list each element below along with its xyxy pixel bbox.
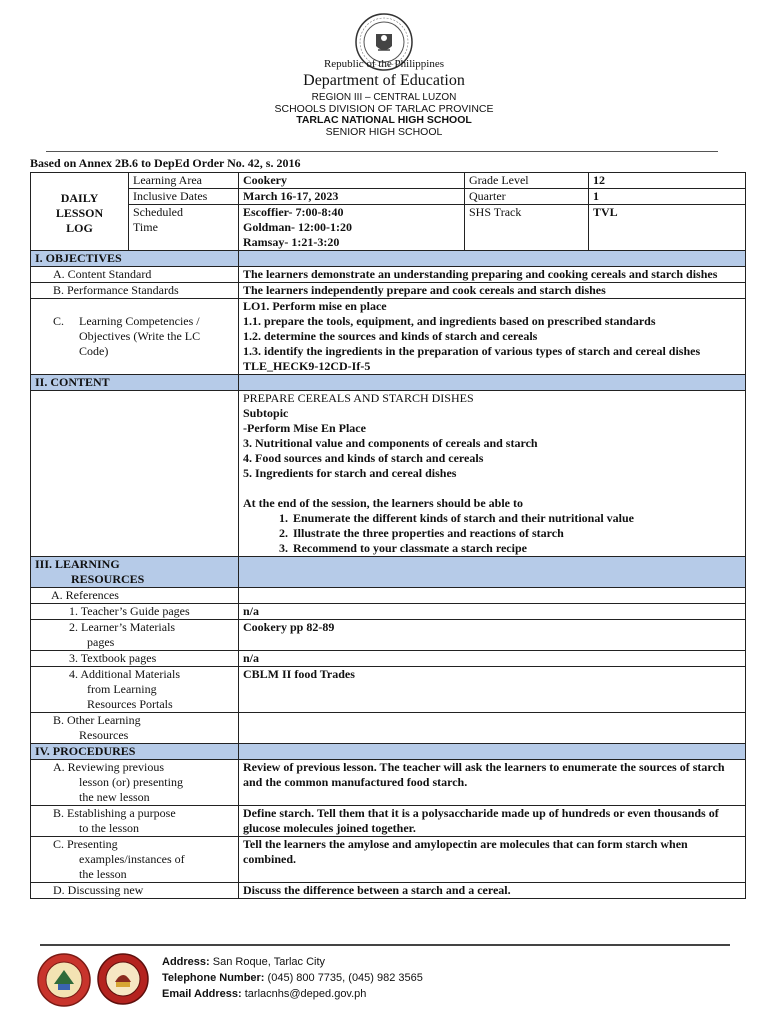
lc-label-letter: C. [53,314,65,328]
dates-value: March 16-17, 2023 [239,189,465,205]
additional-materials-label [31,667,239,713]
procedures-title: IV. PROCEDURES [31,744,239,760]
proc-label-line: to the lesson [79,821,139,835]
content-value [239,391,746,557]
proc-label-line: C. Presenting [53,837,118,851]
additional-materials-row [31,667,746,713]
textbook-row [31,651,746,667]
quarter-label: Quarter [465,189,589,205]
objectives-title: I. OBJECTIVES [31,251,239,267]
time-values [239,205,465,251]
teachers-guide-row [31,604,746,620]
lc-line: 1.2. determine the sources and kinds of starch and cereals [243,329,538,343]
content-line: -Perform Mise En Place [243,421,366,435]
lc-line: 1.1. prepare the tools, equipment, and ingredients based on prescribed standards [243,314,656,328]
school-name: TARLAC NATIONAL HIGH SCHOOL [296,114,472,126]
dates-label: Inclusive Dates [129,189,239,205]
learners-materials-row [31,620,746,651]
references-value [239,588,746,604]
proc-label-line: the new lesson [79,790,150,804]
department-title: Department of Education [303,72,465,89]
proc-label-line: examples/instances of [79,852,185,866]
learning-competencies-label [31,299,239,375]
procedure-b-label [31,806,239,837]
add-label-line: 4. Additional Materials [69,667,180,681]
content-header-fill [239,375,746,391]
resources-title-line: III. LEARNING [35,557,120,571]
footer-divider [40,944,730,946]
republic-line: Republic of the Philippines [323,58,445,70]
session-objective: 1. Enumerate the different kinds of starch and their nutritional value [291,511,741,526]
email-label: Email Address: [162,988,242,1000]
daily-lesson-log-table [30,172,746,899]
procedure-a-row [31,760,746,806]
performance-standards-row [31,283,746,299]
dll-label [31,173,129,251]
procedure-d-value: Discuss the difference between a starch and a cereal. [239,883,746,899]
email-line [162,986,423,1002]
content-line: 5. Ingredients for starch and cereal dishes [243,466,457,480]
content-line: 4. Food sources and kinds of starch and cereals [243,451,484,465]
region-line: REGION III – CENTRAL LUZON [311,92,457,103]
content-label-empty [31,391,239,557]
lm-label-line: 2. Learner’s Materials [69,620,176,634]
dll-label-line: LESSON [55,206,104,220]
procedures-section-header [31,744,746,760]
lc-code: TLE_HECK9-12CD-If-5 [243,359,371,373]
learners-materials-label [31,620,239,651]
grade-level-label: Grade Level [465,173,589,189]
content-topic: PREPARE CEREALS AND STARCH DISHES [243,391,474,405]
procedure-c-value: Tell the learners the amylose and amylopectin are molecules that can form starch when combined. [239,837,746,883]
textbook-label: 3. Textbook pages [31,651,239,667]
references-label: A. References [31,588,239,604]
lc-label-text: Learning Competencies / Objectives (Write the LC Code) [79,314,201,358]
procedures-header-fill [239,744,746,760]
time-label-line: Scheduled [133,205,183,219]
objectives-header-fill [239,251,746,267]
shs-logo-icon [96,952,150,1006]
division-line: SCHOOLS DIVISION OF TARLAC PROVINCE [274,103,494,115]
learners-materials-value: Cookery pp 82-89 [239,620,746,651]
learning-area-value: Cookery [239,173,465,189]
time-slot: Goldman- 12:00-1:20 [243,220,352,234]
additional-materials-value: CBLM II food Trades [239,667,746,713]
learning-competencies-value [239,299,746,375]
school-logo-icon [36,952,92,1008]
performance-standards-value: The learners independently prepare and cook cereals and starch dishes [239,283,746,299]
proc-label-line: B. Establishing a purpose [53,806,176,820]
procedure-b-value: Define starch. Tell them that it is a polysaccharide made up of hundreds or even thousands of glucose molecules joined together. [239,806,746,837]
info-row-1 [31,173,746,189]
procedure-d-row [31,883,746,899]
other-resources-row [31,713,746,744]
email-value[interactable]: tarlacnhs@deped.gov.ph [244,988,367,1000]
content-subtopic-label: Subtopic [243,406,289,420]
proc-label-line: lesson (or) presenting [79,775,183,789]
dll-label-line: DAILY [60,191,99,205]
resources-title [31,557,239,588]
lm-label-line: pages [87,635,115,649]
contact-block [162,954,423,1002]
time-slot: Ramsay- 1:21-3:20 [243,235,340,249]
textbook-value: n/a [239,651,746,667]
teachers-guide-label: 1. Teacher’s Guide pages [31,604,239,620]
teachers-guide-value: n/a [239,604,746,620]
procedure-c-row [31,837,746,883]
phone-line [162,970,423,986]
learning-competencies-row [31,299,746,375]
quarter-value: 1 [589,189,746,205]
learning-area-label: Learning Area [129,173,239,189]
resources-section-header [31,557,746,588]
objectives-section-header [31,251,746,267]
track-label: SHS Track [465,205,589,251]
address-value: San Roque, Tarlac City [212,956,326,968]
lc-line: LO1. Perform mise en place [243,299,387,313]
content-section-header [31,375,746,391]
resources-header-fill [239,557,746,588]
shs-line: SENIOR HIGH SCHOOL [325,126,443,138]
content-standard-value: The learners demonstrate an understanding preparing and cooking cereals and starch dishes [239,267,746,283]
time-label-line: Time [133,220,158,234]
phone-label: Telephone Number: [162,972,265,984]
other-label-line: Resources [79,728,129,742]
add-label-line: from Learning [87,682,157,696]
phone-value: (045) 800 7735, (045) 982 3565 [267,972,423,984]
session-objective: 3. Recommend to your classmate a starch recipe [291,541,741,556]
references-row [31,588,746,604]
performance-standards-label: B. Performance Standards [31,283,239,299]
header-divider [46,151,718,152]
procedure-a-value: Review of previous lesson. The teacher will ask the learners to enumerate the sources of starch and the common manufactured food starch. [239,760,746,806]
session-objectives-list [243,511,741,556]
track-value: TVL [589,205,746,251]
content-standard-label: A. Content Standard [31,267,239,283]
session-objective: 2. Illustrate the three properties and reactions of starch [291,526,741,541]
content-standard-row [31,267,746,283]
proc-label-line: the lesson [79,867,127,881]
lc-line: 1.3. identify the ingredients in the preparation of various types of starch and cereal dishes [243,344,701,358]
other-resources-label [31,713,239,744]
content-line: 3. Nutritional value and components of cereals and starch [243,436,538,450]
add-label-line: Resources Portals [87,697,173,711]
procedure-c-label [31,837,239,883]
time-label [129,205,239,251]
other-resources-value [239,713,746,744]
address-label: Address: [162,956,210,968]
content-row [31,391,746,557]
proc-label-line: A. Reviewing previous [53,760,164,774]
lc-label-wrap [53,314,234,359]
end-session-text: At the end of the session, the learners should be able to [243,496,524,510]
address-line [162,954,423,970]
info-row-2 [31,189,746,205]
info-row-3 [31,205,746,251]
procedure-d-label: D. Discussing new [31,883,239,899]
resources-title-line: RESOURCES [71,572,145,586]
content-title: II. CONTENT [31,375,239,391]
time-slot: Escoffier- 7:00-8:40 [243,205,344,219]
dll-label-line: LOG [66,221,93,235]
other-label-line: B. Other Learning [53,713,141,727]
procedure-a-label [31,760,239,806]
grade-level-value: 12 [589,173,746,189]
procedure-b-row [31,806,746,837]
spacer [243,481,741,496]
annex-reference: Based on Annex 2B.6 to DepEd Order No. 42, s. 2016 [30,156,301,170]
